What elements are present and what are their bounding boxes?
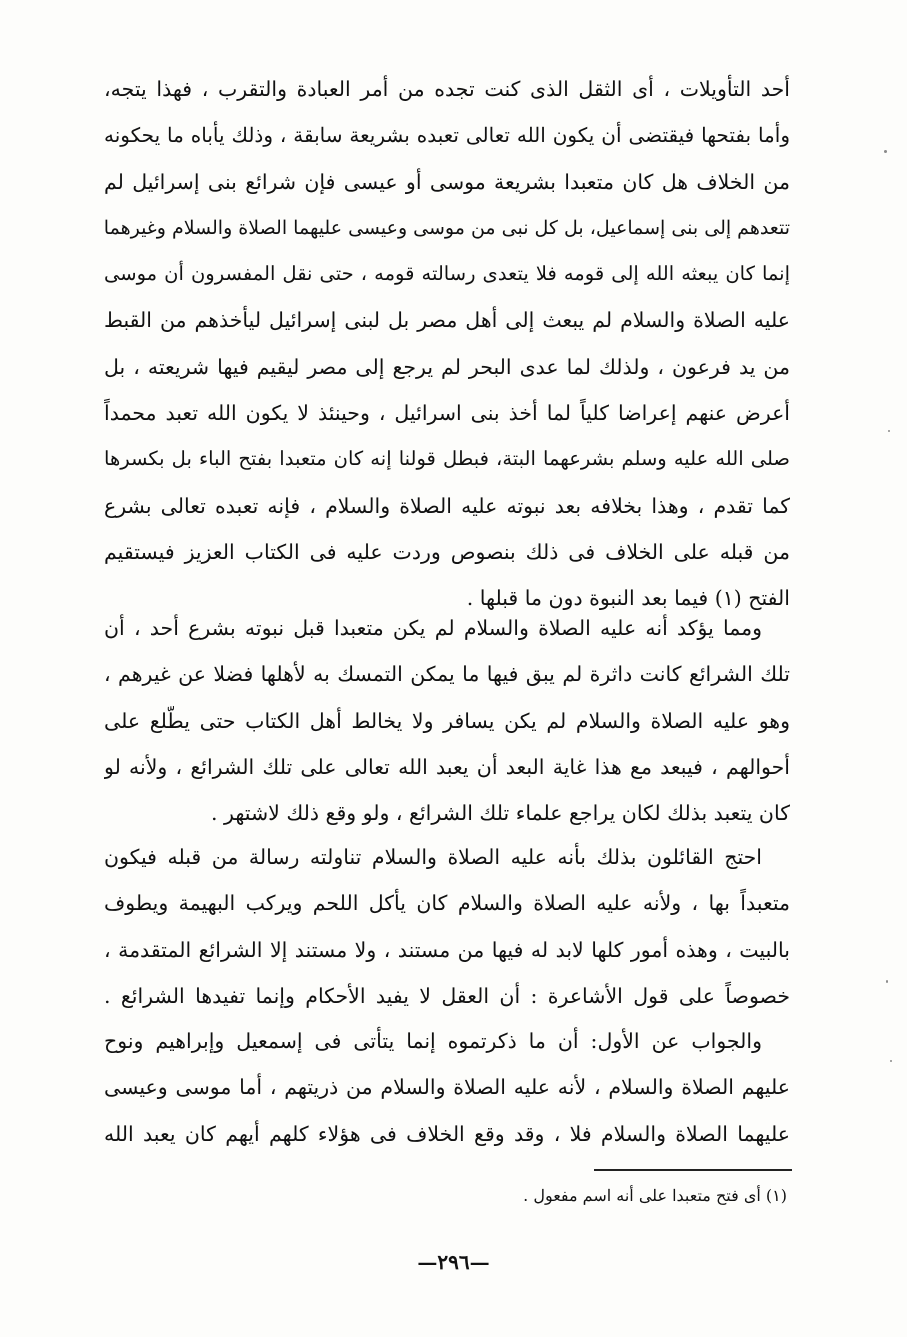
text-line: كما تقدم ، وهذا بخلافه بعد نبوته عليه الصلاة والسلام ، فإنه تعبده تعالى بشرع [104,493,790,518]
paragraph-3 [104,842,790,1027]
text-line: أحوالهم ، فيبعد مع هذا غاية البعد أن يعبد الله تعالى على تلك الشرائع ، ولأنه لو [104,754,790,779]
scan-speck [888,430,890,432]
scan-speck [890,1060,892,1062]
scan-speck [884,150,887,153]
paragraph-4 [104,1026,790,1165]
text-line: خصوصاً على قول الأشاعرة : أن العقل لا يفيد الأحكام وإنما تفيدها الشرائع . [104,983,790,1008]
text-line: من يد فرعون ، ولذلك لما عدى البحر لم يرجع إلى مصر ليقيم فيها شريعته ، بل [104,354,790,379]
text-line: بالبيت ، وهذه أمور كلها لابد له فيها من مستند ، ولا مستند إلا الشرائع المتقدمة ، [104,937,790,962]
text-line: والجواب عن الأول: أن ما ذكرتموه إنما يتأتى فى إسمعيل وإبراهيم ونوح [104,1029,762,1053]
text-line: عليهما الصلاة والسلام فلا ، وقد وقع الخلاف فى هؤلاء كلهم أيهم كان يعبد الله [104,1121,790,1146]
text-line: احتج القائلون بذلك بأنه عليه الصلاة والسلام تناولته رسالة من قبله فيكون [104,845,762,869]
footnote: (١) أى فتح متعبدا على أنه اسم مفعول . [523,1186,787,1205]
text-line: متعبداً بها ، ولأنه عليه الصلاة والسلام كان يأكل اللحم ويركب البهيمة ويطوف [104,891,790,916]
page-number: —٢٩٦— [417,1250,490,1274]
text-line: أعرض عنهم إعراضا كلياً لما أخذ بنى اسرائيل ، وحينئذ لا يكون الله تعبد محمداً [104,401,790,426]
text-line: وهو عليه الصلاة والسلام لم يكن يسافر ولا يخالط أهل الكتاب حتى يطّلع على [104,708,790,733]
text-line: تلك الشرائع كانت داثرة لم يبق فيها ما يمكن التمسك به لأهلها فضلا عن غيرهم ، [104,662,790,687]
text-line: وأما بفتحها فيقتضى أن يكون الله تعالى تعبده بشريعة سابقة ، وذلك يأباه ما يحكونه [104,123,790,148]
text-line: إنما كان يبعثه الله إلى قومه فلا يتعدى رسالته قومه ، حتى نقل المفسرون أن موسى [104,262,790,286]
text-line: من قبله على الخلاف فى ذلك بنصوص وردت عليه فى الكتاب العزيز فيستقيم [104,539,790,564]
text-line: ومما يؤكد أنه عليه الصلاة والسلام لم يكن متعبدا قبل نبوته بشرع أحد ، أن [104,616,762,640]
scan-speck [886,980,888,983]
footnote-divider [594,1169,792,1171]
text-line: كان يتعبد بذلك لكان يراجع علماء تلك الشرائع ، ولو وقع ذلك لاشتهر . [211,801,790,826]
text-line: تتعدهم إلى بنى إسماعيل، بل كل نبى من موسى وعيسى عليهما الصلاة والسلام وغيرهما [104,216,790,239]
text-line: عليهم الصلاة والسلام ، لأنه عليه الصلاة والسلام من ذريتهم ، أما موسى وعيسى [104,1075,790,1100]
text-line: أحد التأويلات ، أى الثقل الذى كنت تجده من أمر العبادة والتقرب ، فهذا يتجه، [104,77,790,101]
text-line: من الخلاف هل كان متعبدا بشريعة موسى أو عيسى فإن شرائع بنى إسرائيل لم [104,169,790,194]
paragraph-1 [104,74,790,630]
text-line: صلى الله عليه وسلم بشرعهما البتة، فبطل قولنا إنه كان متعبدا بفتح الباء بل بكسرها [104,447,790,471]
paragraph-2 [104,613,790,844]
text-line: الفتح (١) فيما بعد النبوة دون ما قبلها . [466,586,790,611]
text-line: عليه الصلاة والسلام لم يبعث إلى أهل مصر بل لبنى إسرائيل ليأخذهم من القبط [104,308,790,333]
